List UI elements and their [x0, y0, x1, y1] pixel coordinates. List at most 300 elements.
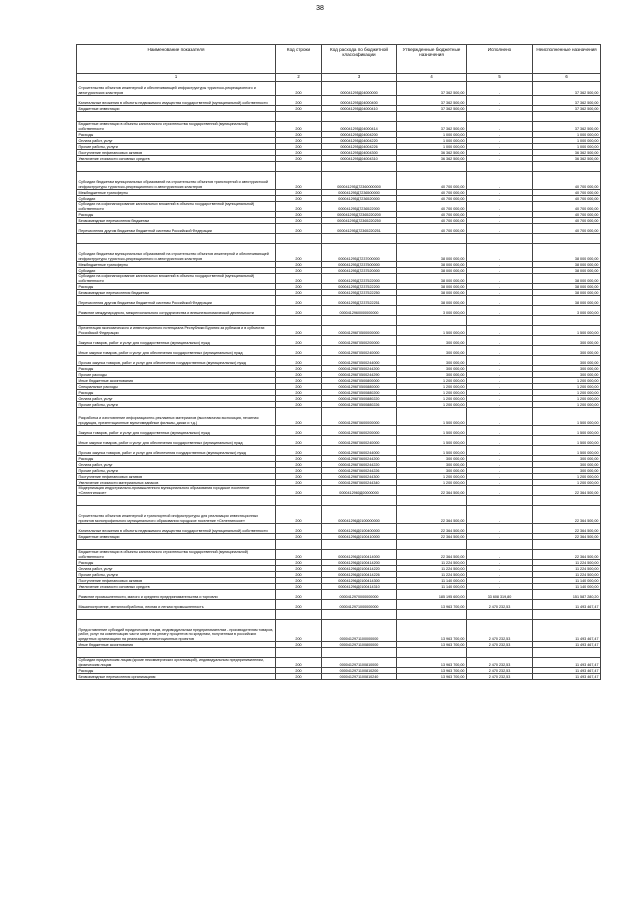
row-approved: 11 140 000,00	[397, 584, 467, 590]
row-class-code: 000041295Д04004300	[322, 150, 397, 156]
row-approved: 1 200 000,00	[397, 378, 467, 384]
row-executed: -	[467, 244, 533, 262]
row-class-code: 000041296Д0100400000	[322, 524, 397, 534]
row-executed: -	[467, 172, 533, 190]
spacer-cell	[533, 610, 601, 620]
spacer-cell	[276, 112, 322, 122]
row-code: 200	[276, 296, 322, 306]
row-class-code: 000041296Д0100414000	[322, 550, 397, 560]
row-remaining: 11 493 467,47	[533, 620, 601, 642]
row-class-code: 000041296Г0500240000	[322, 346, 397, 356]
row-remaining: 300 000,00	[533, 456, 601, 462]
row-name: Капитальные вложения в объекты недвижимого имущества государственной (муниципальной) собственности	[77, 96, 276, 106]
row-class-code: 000041296Г0500800000	[322, 378, 397, 384]
row-class-code: 000041295Д7237522250	[322, 290, 397, 296]
row-class-code: 000041295Д7236520000	[322, 196, 397, 202]
row-remaining: 11 493 467,47	[533, 668, 601, 674]
row-name: Расходы	[77, 560, 276, 566]
row-approved: 40 700 000,00	[397, 190, 467, 196]
row-remaining: 38 000 000,00	[533, 244, 601, 262]
row-approved: 11 224 500,00	[397, 572, 467, 578]
row-class-code: 000041296Д0100414220	[322, 566, 397, 572]
row-executed: -	[467, 480, 533, 486]
row-name: Разработка и изготовление информационно-рекламных материалов (выставочная экспозиция, печатная продукция, презентационные мультимедийные фильмы, диски и т.д.)	[77, 408, 276, 426]
spacer-cell	[322, 648, 397, 658]
row-remaining: 1 000 000,00	[533, 138, 601, 144]
spacer-cell	[276, 496, 322, 506]
row-class-code: 000041296Г0600244226	[322, 468, 397, 474]
row-remaining: 38 000 000,00	[533, 290, 601, 296]
spacer-cell	[276, 610, 322, 620]
row-code: 200	[276, 262, 322, 268]
table-row	[77, 658, 601, 668]
row-approved: 22 364 500,00	[397, 506, 467, 524]
row-code: 200	[276, 566, 322, 572]
row-code: 200	[276, 138, 322, 144]
row-executed: -	[467, 456, 533, 462]
row-name: Поступление нефинансовых активов	[77, 474, 276, 480]
row-approved: 38 000 000,00	[397, 290, 467, 296]
row-remaining: 11 224 500,00	[533, 572, 601, 578]
row-remaining: 38 000 000,00	[533, 274, 601, 284]
row-class-code: 000041296Г0500244000	[322, 356, 397, 366]
spacer-cell	[467, 316, 533, 326]
row-code: 200	[276, 290, 322, 296]
row-approved: 300 000,00	[397, 462, 467, 468]
row-executed: -	[467, 202, 533, 212]
row-class-code: 000041295Д7237500000	[322, 262, 397, 268]
row-name: Расходы	[77, 284, 276, 290]
row-class-code: 000041296Г0600244220	[322, 462, 397, 468]
table-row	[77, 426, 601, 436]
spacer-row	[77, 648, 601, 658]
row-executed: -	[467, 356, 533, 366]
row-remaining: 1 200 000,00	[533, 378, 601, 384]
row-name: Расходы	[77, 668, 276, 674]
row-executed: -	[467, 524, 533, 534]
row-class-code: 000041295Д04004200	[322, 132, 397, 138]
row-executed: -	[467, 436, 533, 446]
row-name: Бюджетные инвестиции	[77, 106, 276, 112]
table-row	[77, 446, 601, 456]
table-row	[77, 524, 601, 534]
spacer-cell	[77, 162, 276, 172]
row-executed: -	[467, 150, 533, 156]
row-name: Субсидии	[77, 196, 276, 202]
row-approved: 1 200 000,00	[397, 480, 467, 486]
row-class-code: 000041295Д7237520000	[322, 268, 397, 274]
row-remaining: 22 364 500,00	[533, 486, 601, 496]
row-name: Бюджетные инвестиции в объекты капитального строительства государственной (муниципальной) собственности	[77, 122, 276, 132]
row-executed: -	[467, 584, 533, 590]
spacer-cell	[397, 610, 467, 620]
row-approved: 1 200 000,00	[397, 396, 467, 402]
row-approved: 11 224 500,00	[397, 566, 467, 572]
row-executed: -	[467, 262, 533, 268]
row-approved: 11 224 500,00	[397, 560, 467, 566]
spacer-cell	[397, 648, 467, 658]
row-name: Модернизация индустриально-промышленного муниципального образования городское поселение «Селенгинское»	[77, 486, 276, 496]
row-remaining: 11 224 500,00	[533, 566, 601, 572]
row-code: 200	[276, 674, 322, 680]
row-remaining: 300 000,00	[533, 462, 601, 468]
row-name: Безвозмездные перечисления бюджетам	[77, 218, 276, 224]
row-name: Поступление нефинансовых активов	[77, 150, 276, 156]
row-code: 200	[276, 150, 322, 156]
row-code: 200	[276, 224, 322, 234]
row-name: Развитие промышленности, малого и среднего предпринимательства и торговли	[77, 590, 276, 600]
row-executed: -	[467, 144, 533, 150]
row-approved: 300 000,00	[397, 346, 467, 356]
row-code: 200	[276, 144, 322, 150]
row-executed: -	[467, 534, 533, 540]
column-number: 1	[77, 74, 276, 82]
row-class-code: 000041295Д7236522000	[322, 202, 397, 212]
row-executed: -	[467, 326, 533, 336]
row-code: 200	[276, 506, 322, 524]
spacer-cell	[467, 496, 533, 506]
row-approved: 37 362 500,00	[397, 82, 467, 96]
row-remaining: 40 700 000,00	[533, 202, 601, 212]
row-code: 200	[276, 524, 322, 534]
spacer-cell	[467, 112, 533, 122]
row-approved: 38 000 000,00	[397, 274, 467, 284]
row-class-code: 000041295Д04000414	[322, 122, 397, 132]
row-class-code: 000041296Г0500200000	[322, 336, 397, 346]
spacer-cell	[322, 162, 397, 172]
spacer-cell	[77, 316, 276, 326]
column-number: 6	[533, 74, 601, 82]
row-approved: 40 700 000,00	[397, 218, 467, 224]
row-approved: 38 000 000,00	[397, 284, 467, 290]
row-name: Оплата работ, услуг	[77, 396, 276, 402]
row-remaining: 11 493 467,47	[533, 674, 601, 680]
row-remaining: 300 000,00	[533, 336, 601, 346]
column-number: 3	[322, 74, 397, 82]
row-name: Безвозмездные перечисления организациям	[77, 674, 276, 680]
row-approved: 13 963 700,00	[397, 674, 467, 680]
row-class-code: 000041295Д04000410	[322, 106, 397, 112]
row-remaining: 1 200 000,00	[533, 396, 601, 402]
row-code: 200	[276, 572, 322, 578]
table-row	[77, 82, 601, 96]
spacer-cell	[467, 540, 533, 550]
row-code: 200	[276, 284, 322, 290]
row-name: Расходы	[77, 390, 276, 396]
row-approved: 300 000,00	[397, 366, 467, 372]
column-number: 5	[467, 74, 533, 82]
row-code: 200	[276, 326, 322, 336]
row-class-code: 0000412960Д00000000	[322, 486, 397, 496]
spacer-cell	[467, 648, 533, 658]
row-approved: 1 500 000,00	[397, 426, 467, 436]
row-remaining: 38 000 000,00	[533, 268, 601, 274]
row-class-code: 000041295Д7236500000	[322, 190, 397, 196]
row-executed: -	[467, 290, 533, 296]
table-row	[77, 346, 601, 356]
row-approved: 1 200 000,00	[397, 474, 467, 480]
spacer-cell	[322, 540, 397, 550]
row-name: Прочие работы, услуги	[77, 468, 276, 474]
row-class-code: 000041295Д7237000000	[322, 244, 397, 262]
row-executed: -	[467, 566, 533, 572]
row-executed: -	[467, 446, 533, 456]
row-class-code: 000041296Г0500880220	[322, 396, 397, 402]
row-remaining: 11 493 467,47	[533, 642, 601, 648]
row-name: Прочая закупка товаров, работ и услуг для обеспечения государственных (муниципальных) нужд	[77, 446, 276, 456]
row-class-code: 000041296Д0100414200	[322, 560, 397, 566]
table-row	[77, 202, 601, 212]
row-name: Оплата работ, услуг	[77, 566, 276, 572]
row-name: Строительство объектов инженерной и транспортной инфраструктуры для реализации инвестиционных проектов монопрофильного муниципального образования городское поселение «Селенгинское»	[77, 506, 276, 524]
row-code: 200	[276, 244, 322, 262]
row-approved: 37 362 500,00	[397, 96, 467, 106]
row-code: 200	[276, 590, 322, 600]
row-name: Субсидии на софинансирование капитальных вложений в объекты государственной (муниципальной) собственности	[77, 202, 276, 212]
row-approved: 1 200 000,00	[397, 384, 467, 390]
row-executed: 2 470 232,53	[467, 642, 533, 648]
row-class-code: 000041296Г0500244290	[322, 372, 397, 378]
row-remaining: 37 362 500,00	[533, 82, 601, 96]
row-class-code: 000041296Г0600000000	[322, 408, 397, 426]
row-executed: 2 470 232,53	[467, 658, 533, 668]
row-executed: -	[467, 402, 533, 408]
row-remaining: 36 362 500,00	[533, 150, 601, 156]
row-approved: 300 000,00	[397, 356, 467, 366]
spacer-cell	[397, 316, 467, 326]
header-code: Код строки	[276, 45, 322, 74]
spacer-cell	[77, 540, 276, 550]
row-class-code: 0000412970000000000	[322, 590, 397, 600]
row-approved: 1 200 000,00	[397, 402, 467, 408]
row-approved: 300 000,00	[397, 456, 467, 462]
row-executed: -	[467, 106, 533, 112]
row-class-code: 000041296Г0600244000	[322, 446, 397, 456]
row-approved: 36 362 500,00	[397, 156, 467, 162]
row-code: 200	[276, 658, 322, 668]
row-class-code: 000041295Д04004226	[322, 144, 397, 150]
spacer-row	[77, 234, 601, 244]
row-code: 200	[276, 202, 322, 212]
spacer-cell	[77, 234, 276, 244]
row-class-code: 000041295Д72365220250	[322, 218, 397, 224]
table-row	[77, 486, 601, 496]
spacer-cell	[322, 316, 397, 326]
table-row	[77, 326, 601, 336]
row-code: 200	[276, 122, 322, 132]
row-code: 200	[276, 396, 322, 402]
row-name: Строительство объектов инженерной и обеспечивающей инфраструктуры туристско-рекреационного и автотуристских кластеров	[77, 82, 276, 96]
row-code: 200	[276, 156, 322, 162]
table-row	[77, 274, 601, 284]
row-approved: 13 963 700,00	[397, 620, 467, 642]
row-code: 200	[276, 356, 322, 366]
row-executed: -	[467, 156, 533, 162]
row-name: Развитие международного, межрегионального сотрудничества и внешнеэкономической деятельности	[77, 306, 276, 316]
row-remaining: 40 700 000,00	[533, 224, 601, 234]
row-remaining: 11 493 467,47	[533, 658, 601, 668]
row-executed: -	[467, 384, 533, 390]
table-row	[77, 244, 601, 262]
row-name: Расходы	[77, 212, 276, 218]
row-class-code: 000041296Г0600244340	[322, 480, 397, 486]
row-name: Увеличение стоимости основных средств	[77, 584, 276, 590]
table-row	[77, 356, 601, 366]
spacer-cell	[533, 496, 601, 506]
row-approved: 13 963 700,00	[397, 600, 467, 610]
row-class-code: 0000412960000000000	[322, 306, 397, 316]
row-name: Расходы	[77, 132, 276, 138]
row-executed: 2 470 232,53	[467, 620, 533, 642]
row-remaining: 151 587 280,20	[533, 590, 601, 600]
row-executed: -	[467, 336, 533, 346]
row-code: 200	[276, 446, 322, 456]
table-row	[77, 172, 601, 190]
row-class-code: 000041296Г0600244300	[322, 474, 397, 480]
table-header-row	[77, 45, 601, 74]
row-code: 200	[276, 534, 322, 540]
row-remaining: 300 000,00	[533, 372, 601, 378]
row-code: 200	[276, 82, 322, 96]
row-approved: 3 000 000,00	[397, 306, 467, 316]
row-name: Межбюджетные трансферты	[77, 262, 276, 268]
spacer-cell	[397, 496, 467, 506]
header-approved: Утвержденные бюджетные назначения	[397, 45, 467, 74]
row-remaining: 1 000 000,00	[533, 144, 601, 150]
row-executed: -	[467, 506, 533, 524]
row-approved: 1 000 000,00	[397, 132, 467, 138]
row-code: 200	[276, 468, 322, 474]
row-name: Закупка товаров, работ и услуг для государственных (муниципальных) нужд	[77, 426, 276, 436]
spacer-row	[77, 162, 601, 172]
spacer-cell	[77, 610, 276, 620]
row-executed: -	[467, 122, 533, 132]
row-name: Предоставление субсидий юридическим лицам, индивидуальным предпринимателям - производителям товаров, работ, услуг на компенсацию части затрат на уплату процентов по кредитам, полученным в российских кредитных организациях на реализацию инвестиционных проектов	[77, 620, 276, 642]
spacer-cell	[397, 112, 467, 122]
row-code: 200	[276, 560, 322, 566]
row-remaining: 11 224 500,00	[533, 560, 601, 566]
row-name: Иные бюджетные ассигнования	[77, 642, 276, 648]
row-class-code: 0000412971100800000	[322, 642, 397, 648]
column-number: 4	[397, 74, 467, 82]
table-row	[77, 590, 601, 600]
row-code: 200	[276, 372, 322, 378]
row-remaining: 1 200 000,00	[533, 384, 601, 390]
spacer-cell	[533, 648, 601, 658]
row-executed: -	[467, 396, 533, 402]
spacer-row	[77, 496, 601, 506]
spacer-cell	[397, 162, 467, 172]
spacer-cell	[77, 648, 276, 658]
row-code: 200	[276, 578, 322, 584]
spacer-cell	[322, 610, 397, 620]
spacer-row	[77, 540, 601, 550]
row-approved: 300 000,00	[397, 372, 467, 378]
row-executed: -	[467, 372, 533, 378]
row-approved: 37 362 500,00	[397, 122, 467, 132]
column-number-row	[77, 74, 601, 82]
table-row	[77, 674, 601, 680]
row-class-code: 000041296Г0500000000	[322, 326, 397, 336]
row-class-code: 000041295Д7237522251	[322, 296, 397, 306]
row-remaining: 1 200 000,00	[533, 480, 601, 486]
row-executed: -	[467, 408, 533, 426]
row-code: 200	[276, 274, 322, 284]
row-remaining: 40 700 000,00	[533, 196, 601, 202]
header-name: Наименование показателя	[77, 45, 276, 74]
row-class-code: 000041295Д72360000000	[322, 172, 397, 190]
row-approved: 22 364 500,00	[397, 524, 467, 534]
row-name: Расходы	[77, 366, 276, 372]
row-code: 200	[276, 212, 322, 218]
row-class-code: 000041295Д7237522000	[322, 274, 397, 284]
row-code: 200	[276, 550, 322, 560]
row-code: 200	[276, 456, 322, 462]
row-class-code: 000041296Г0600240000	[322, 436, 397, 446]
table-row	[77, 506, 601, 524]
row-executed: -	[467, 82, 533, 96]
row-approved: 1 500 000,00	[397, 436, 467, 446]
row-executed: -	[467, 578, 533, 584]
row-code: 200	[276, 172, 322, 190]
row-approved: 1 000 000,00	[397, 144, 467, 150]
row-approved: 37 362 500,00	[397, 106, 467, 112]
row-code: 200	[276, 436, 322, 446]
spacer-cell	[397, 234, 467, 244]
row-remaining: 1 500 000,00	[533, 426, 601, 436]
row-name: Перечисления другим бюджетам бюджетной системы Российской Федерации	[77, 296, 276, 306]
spacer-cell	[276, 316, 322, 326]
row-approved: 38 000 000,00	[397, 268, 467, 274]
spacer-cell	[467, 610, 533, 620]
spacer-cell	[467, 234, 533, 244]
row-class-code: 000041295Д04000000	[322, 82, 397, 96]
row-remaining: 1 200 000,00	[533, 402, 601, 408]
row-executed: -	[467, 224, 533, 234]
spacer-cell	[77, 496, 276, 506]
row-class-code: 000041295Д72365220200	[322, 212, 397, 218]
row-name: Субсидии юридическим лицам (кроме некоммерческих организаций), индивидуальным предпринимателям, физическим лицам	[77, 658, 276, 668]
row-remaining: 11 493 467,47	[533, 600, 601, 610]
row-code: 200	[276, 384, 322, 390]
row-class-code: 000041295Д04004220	[322, 138, 397, 144]
row-code: 200	[276, 378, 322, 384]
row-class-code: 000041296Г0600244200	[322, 456, 397, 462]
row-approved: 40 700 000,00	[397, 202, 467, 212]
row-name: Капитальные вложения в объекты недвижимого имущества государственной (муниципальной) собственности	[77, 524, 276, 534]
row-remaining: 1 500 000,00	[533, 408, 601, 426]
spacer-cell	[77, 112, 276, 122]
spacer-cell	[533, 234, 601, 244]
row-approved: 40 700 000,00	[397, 196, 467, 202]
spacer-cell	[533, 162, 601, 172]
row-name: Субсидии бюджетам муниципальных образований на строительство объектов инженерной и обеспечивающей инфраструктуры туристско-рекреационного и автотуристских кластеров	[77, 244, 276, 262]
row-remaining: 22 364 500,00	[533, 550, 601, 560]
table-body	[77, 82, 601, 680]
row-code: 200	[276, 668, 322, 674]
row-approved: 13 963 700,00	[397, 658, 467, 668]
row-name: Перечисления другим бюджетам бюджетной системы Российской Федерации	[77, 224, 276, 234]
row-code: 200	[276, 390, 322, 396]
row-name: Прочие работы, услуги	[77, 144, 276, 150]
row-remaining: 1 200 000,00	[533, 474, 601, 480]
row-code: 200	[276, 218, 322, 224]
row-executed: -	[467, 196, 533, 202]
spacer-cell	[322, 496, 397, 506]
row-class-code: 0000412971100000000	[322, 620, 397, 642]
row-name: Машиностроение, металлообработка, лесная и легкая промышленность	[77, 600, 276, 610]
row-approved: 11 140 000,00	[397, 578, 467, 584]
